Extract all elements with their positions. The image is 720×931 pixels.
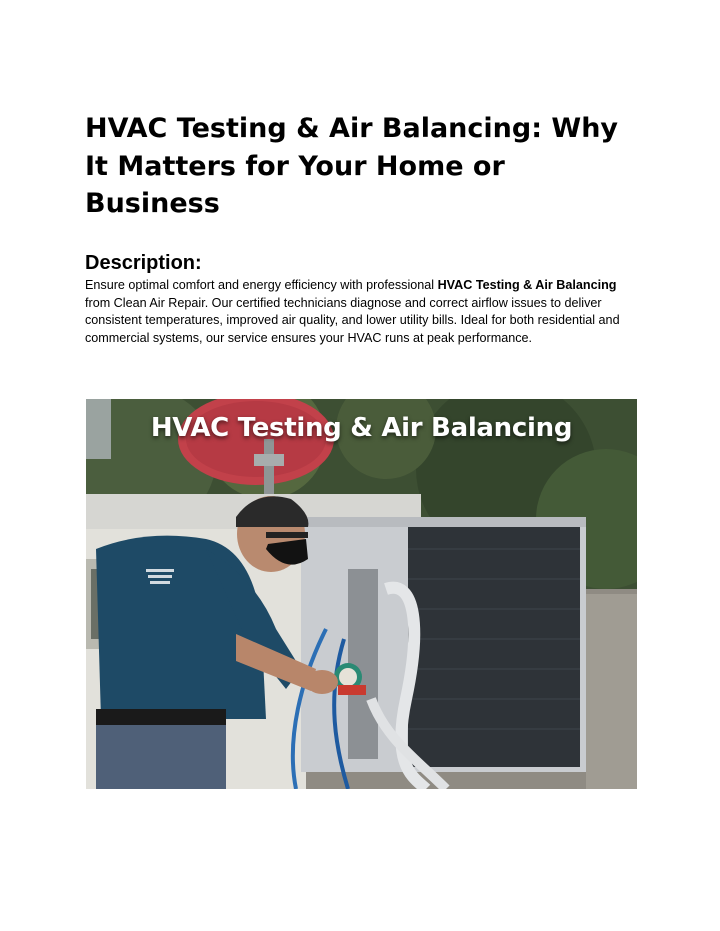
description-body: from Clean Air Repair. Our certified technicians diagnose and correct airflow issues to deliver consistent temperatures, improved air quality, and lower utility bills. Ideal for both residential and commercial systems, our service ensures your HVAC runs at peak performance. xyxy=(85,295,620,345)
photo-illustration xyxy=(86,399,637,789)
description-paragraph xyxy=(85,277,641,347)
description-heading: Description: xyxy=(85,252,202,274)
document-title: HVAC Testing & Air Balancing: Why It Matters for Your Home or Business xyxy=(85,113,619,219)
hvac-technician-photo xyxy=(86,399,637,789)
service-name: HVAC Testing & Air Balancing xyxy=(437,278,617,292)
photo-caption: HVAC Testing & Air Balancing xyxy=(150,413,573,443)
description-intro: Ensure optimal comfort and energy efficiency with professional xyxy=(85,278,438,292)
